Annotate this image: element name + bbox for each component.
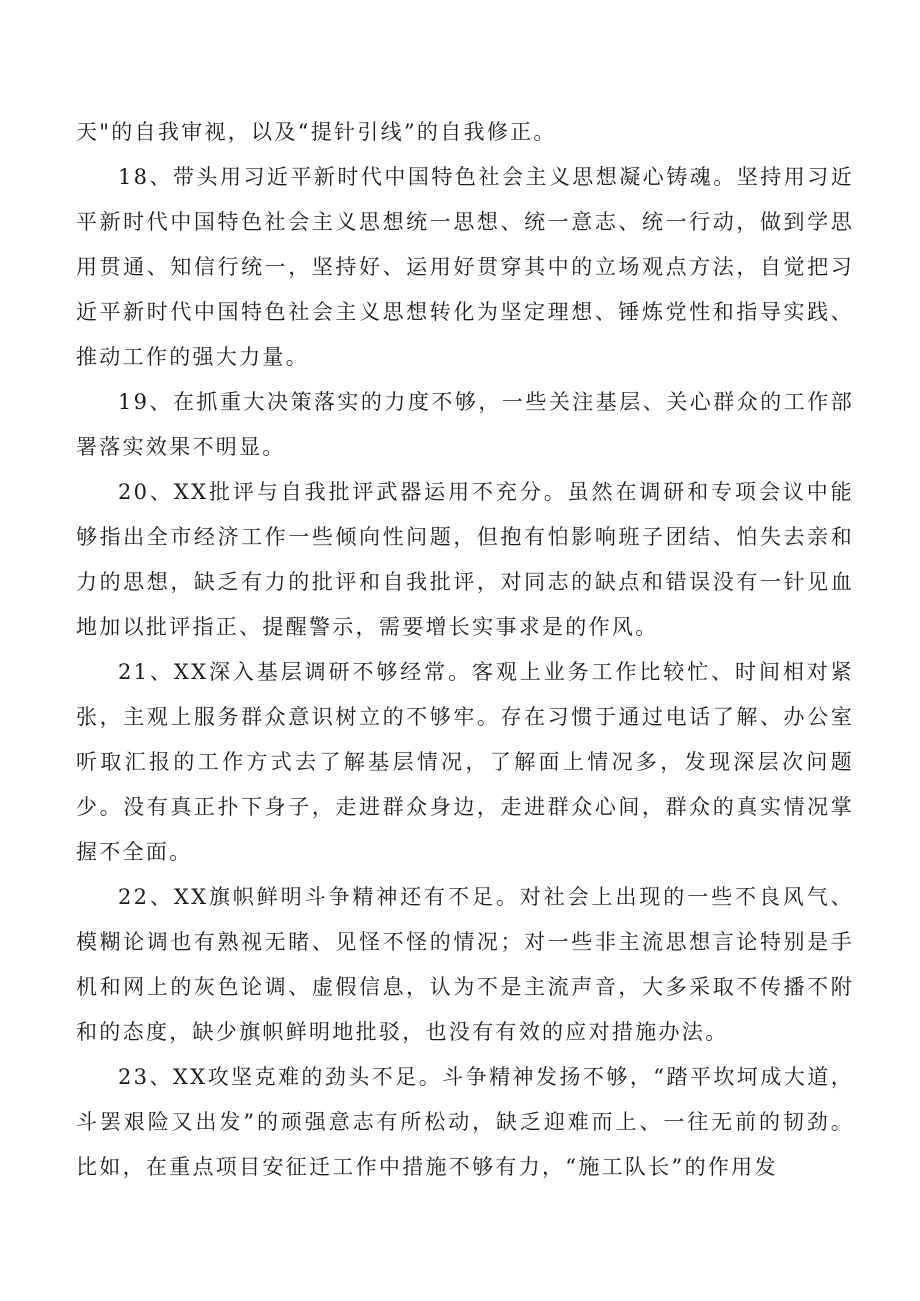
paragraph-item-21: 21、XX深入基层调研不够经常。客观上业务工作比较忙、时间相对紧张，主观上服务群众意识树立的不够牢。存在习惯于通过电话了解、办公室听取汇报的工作方式去了解基层情况，了解面上情况多，发现深层次问题少。没有真正扑下身子，走进群众身边，走进群众心间，群众的真实情况掌握不全面。 [76, 660, 854, 864]
paragraph-item-23: 23、XX攻坚克难的劲头不足。斗争精神发扬不够，“踏平坎坷成大道，斗罢艰险又出发”的顽强意志有所松动，缺乏迎难而上、一往无前的韧劲。比如，在重点项目安征迁工作中措施不够有力，“施工队长”的作用发 [76, 1065, 854, 1179]
document-body [76, 110, 854, 1190]
paragraph-item-22: 22、XX旗帜鲜明斗争精神还有不足。对社会上出现的一些不良风气、模糊论调也有熟视无睹、见怪不怪的情况；对一些非主流思想言论特别是手机和网上的灰色论调、虚假信息，认为不是主流声音，大多采取不传播不附和的态度，缺少旗帜鲜明地批驳，也没有有效的应对措施办法。 [76, 885, 854, 1044]
paragraph-item-19: 19、在抓重大决策落实的力度不够，一些关注基层、关心群众的工作部署落实效果不明显。 [76, 390, 854, 459]
paragraph-item-18: 18、带头用习近平新时代中国特色社会主义思想凝心铸魂。坚持用习近平新时代中国特色社会主义思想统一思想、统一意志、统一行动，做到学思用贯通、知信行统一，坚持好、运用好贯穿其中的立场观点方法，自觉把习近平新时代中国特色社会主义思想转化为坚定理想、锤炼党性和指导实践、推动工作的强大力量。 [76, 165, 854, 369]
paragraph-item-20: 20、XX批评与自我批评武器运用不充分。虽然在调研和专项会议中能够指出全市经济工作一些倾向性问题，但抱有怕影响班子团结、怕失去亲和力的思想，缺乏有力的批评和自我批评，对同志的缺点和错误没有一针见血地加以批评指正、提醒警示，需要增长实事求是的作风。 [76, 480, 854, 639]
paragraph-continuation: 天"的自我审视，以及“提针引线”的自我修正。 [76, 120, 557, 144]
